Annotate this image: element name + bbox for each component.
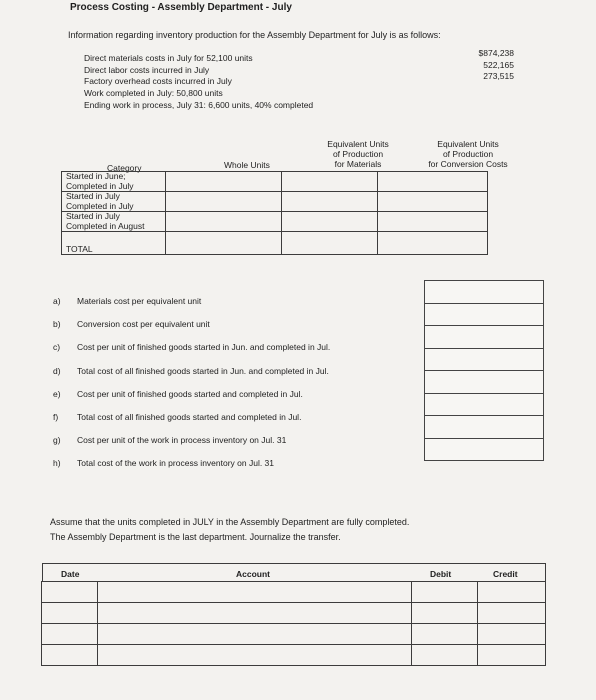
answer-box-f[interactable] [424, 393, 544, 416]
question-item: g) Cost per unit of the work in process inventory on Jul. 31 [53, 435, 287, 446]
info-line: Factory overhead costs incurred in July [84, 76, 232, 87]
journal-date-cell[interactable] [42, 624, 98, 645]
total-label: TOTAL [62, 232, 166, 255]
journal-date-cell[interactable] [42, 603, 98, 624]
journal-credit-cell[interactable] [478, 582, 546, 603]
journal-instructions: Assume that the units completed in JULY in the Assembly Department are fully completed. The Assembly Department is the last department. Journalize the transfer. [50, 517, 410, 542]
eu-materials-cell[interactable] [282, 192, 378, 212]
journal-account-cell[interactable] [98, 582, 412, 603]
answer-box-d[interactable] [424, 348, 544, 371]
question-item: e) Cost per unit of finished goods started and completed in Jul. [53, 388, 303, 399]
journal-row [42, 582, 546, 603]
amount-materials: $874,238 [478, 48, 514, 58]
journal-credit-cell[interactable] [478, 645, 546, 666]
journal-header [42, 563, 546, 582]
eu-conversion-cell[interactable] [378, 172, 488, 192]
journal-date-cell[interactable] [42, 645, 98, 666]
journal-debit-header: Debit [430, 569, 452, 579]
header-eu-conversion: Equivalent Units of Production for Conversion Costs [428, 139, 508, 169]
question-list [53, 296, 330, 482]
answer-box-c[interactable] [424, 325, 544, 348]
header-category: Category [107, 163, 142, 173]
total-eu-conversion-cell[interactable] [378, 232, 488, 255]
journal-account-cell[interactable] [98, 645, 412, 666]
question-item: c) Cost per unit of finished goods started in Jun. and completed in Jul. [53, 342, 331, 353]
whole-units-cell[interactable] [166, 192, 282, 212]
journal-row [42, 603, 546, 624]
page-title: Process Costing - Assembly Department - July [70, 2, 292, 13]
category-cell: Started in July Completed in August [62, 212, 166, 232]
journal-row [42, 624, 546, 645]
info-line: Work completed in July: 50,800 units [84, 88, 223, 99]
total-row [62, 232, 488, 255]
journal-credit-cell[interactable] [478, 624, 546, 645]
table-row [62, 172, 488, 192]
eu-conversion-cell[interactable] [378, 192, 488, 212]
journal-account-header: Account [236, 569, 270, 579]
category-cell: Started in July Completed in July [62, 192, 166, 212]
journal-credit-header: Credit [493, 569, 518, 579]
total-whole-units-cell[interactable] [166, 232, 282, 255]
answer-box-h[interactable] [424, 438, 544, 462]
journal-date-cell[interactable] [42, 582, 98, 603]
eu-conversion-cell[interactable] [378, 212, 488, 232]
eu-materials-cell[interactable] [282, 212, 378, 232]
header-eu-materials: Equivalent Units of Production for Materials [327, 139, 389, 169]
journal-debit-cell[interactable] [412, 624, 478, 645]
journal-debit-cell[interactable] [412, 645, 478, 666]
journal-account-cell[interactable] [98, 624, 412, 645]
equivalent-units-table [61, 171, 488, 255]
question-item: d) Total cost of all finished goods started in Jun. and completed in Jul. [53, 365, 329, 376]
amount-overhead: 273,515 [483, 71, 514, 82]
journal-row [42, 645, 546, 666]
category-cell: Started in June; Completed in July [62, 172, 166, 192]
whole-units-cell[interactable] [166, 172, 282, 192]
answer-box-e[interactable] [424, 370, 544, 393]
amounts-column [440, 48, 514, 83]
info-line: Direct labor costs incurred in July [84, 64, 210, 75]
intro-text: Information regarding inventory production for the Assembly Department for July is as follows: [68, 30, 441, 40]
info-line: Ending work in process, July 31: 6,600 units, 40% completed [84, 99, 314, 110]
question-item: h) Total cost of the work in process inventory on Jul. 31 [53, 458, 275, 469]
journal-debit-cell[interactable] [412, 582, 478, 603]
question-item: f) Total cost of all finished goods started and completed in Jul. [53, 411, 302, 422]
total-eu-materials-cell[interactable] [282, 232, 378, 255]
answer-box-g[interactable] [424, 415, 544, 438]
info-list [84, 53, 313, 112]
question-item: a) Materials cost per equivalent unit [53, 296, 202, 306]
journal-credit-cell[interactable] [478, 603, 546, 624]
journal-account-cell[interactable] [98, 603, 412, 624]
whole-units-cell[interactable] [166, 212, 282, 232]
question-item: b) Conversion cost per equivalent unit [53, 319, 210, 330]
table-row [62, 212, 488, 232]
header-whole-units: Whole Units [224, 160, 270, 170]
amount-labor: 522,165 [483, 59, 514, 70]
journal-date-header: Date [61, 569, 80, 579]
eu-materials-cell[interactable] [282, 172, 378, 192]
table-row [62, 192, 488, 212]
journal-debit-cell[interactable] [412, 603, 478, 624]
answer-box-a[interactable] [424, 280, 544, 303]
answer-box-b[interactable] [424, 303, 544, 326]
info-line: Direct materials costs in July for 52,100 units [84, 53, 253, 63]
journal-table [41, 581, 546, 666]
answer-boxes [424, 280, 544, 461]
